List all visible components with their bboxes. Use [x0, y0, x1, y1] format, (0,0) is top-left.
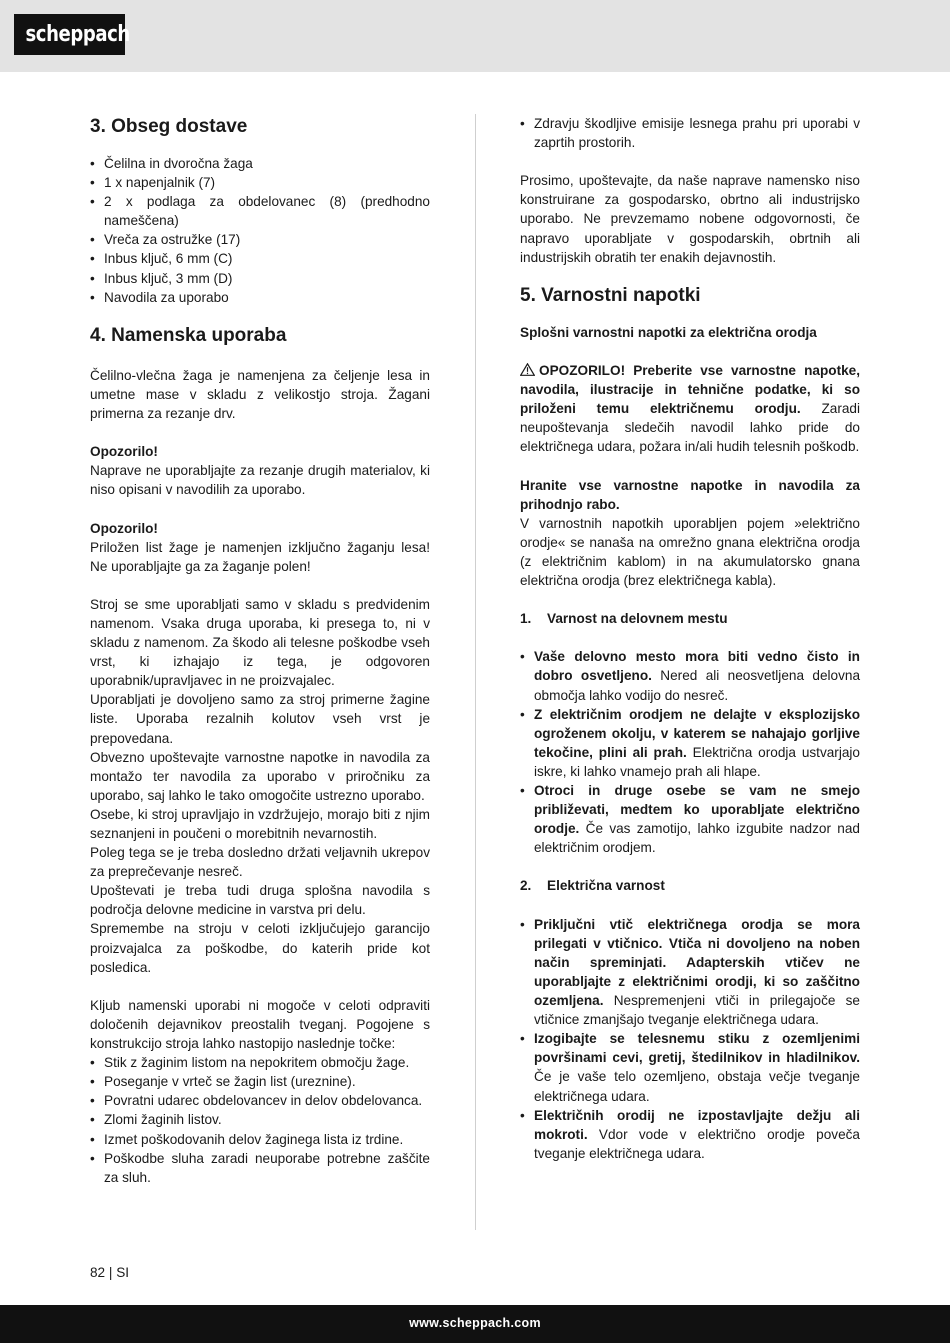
list-item: • Inbus ključ, 6 mm (C) — [90, 249, 430, 268]
warning-paragraph — [520, 361, 860, 456]
electrical-safety-list — [520, 915, 860, 1163]
warning-triangle-icon — [520, 363, 535, 376]
list-item: • Z električnim orodjem ne delajte v eksplozijsko ogroženem okolju, v katerem se nahajajo gorljive tekočine, plini ali prah. Električna orodja ustvarjajo iskre, ki lahko vnamejo prah ali hlape. — [520, 705, 860, 781]
section-3-title: 3. Obseg dostave — [90, 116, 248, 137]
footer-band — [0, 1305, 950, 1343]
left-column — [90, 114, 430, 1187]
paragraph: Uporabljati je dovoljeno samo za stroj primerne žagine liste. Uporaba rezalnih kolutov vseh vrst je prepovedana. — [90, 692, 430, 746]
list-item: • Poškodbe sluha zaradi neuporabe potrebne zaščite za sluh. — [90, 1149, 430, 1187]
list-item: • 1 x napenjalnik (7) — [90, 173, 430, 192]
work-area-list — [520, 647, 860, 857]
website-url: www.scheppach.com — [409, 1316, 541, 1330]
page-number: 82 | SI — [90, 1265, 130, 1280]
list-item: • Inbus ključ, 3 mm (D) — [90, 269, 430, 288]
column-divider — [475, 114, 476, 1230]
keep-instructions-text: V varnostnih napotkih uporabljen pojem »električno orodje« se nanaša na omrežno gnana električna orodja (z električnim kablom) in na akumulatorsko gnana električna orodja (brez električnega kabla). — [520, 515, 860, 588]
list-item: • Stik z žaginim listom na nepokritem območju žage. — [90, 1053, 430, 1072]
usage-note-paragraph: Prosimo, upoštevajte, da naše naprave namensko niso konstruirane za gospodarsko, obrtno ali industrijsko uporabo. Ne prevzemamo nobene odgovornosti, če napravo uporabljate v gospodarskih, obrtnih ali industrijskih obratih ter enakih dejavnostih. — [520, 173, 860, 265]
paragraph: Obvezno upoštevajte varnostne napotke in navodila za montažo ter navodila za uporabo v priročniku za uporabo, saj lahko le tako omogočite ustrezno uporabo. — [90, 749, 430, 803]
general-safety-subtitle: Splošni varnostni napotki za električna orodja — [520, 324, 817, 340]
list-item: • Zdravju škodljive emisije lesnega prahu pri uporabi v zaprtih prostorih. — [520, 114, 860, 152]
paragraph: Poleg tega se je treba dosledno držati veljavnih ukrepov za preprečevanje nesreč. — [90, 845, 430, 880]
paragraph: Kljub namenski uporabi ni mogoče v celoti odpraviti določenih dejavnikov preostalih tveganj. Pogojene s konstrukcijo stroja lahko nastopijo naslednje točke: — [90, 997, 430, 1052]
warning-2-text: Priložen list žage je namenjen izključno žaganju lesa! Ne uporabljajte ga za žaganje polen! — [90, 539, 430, 574]
list-item: • Priključni vtič električnega orodja se mora prilegati v vtičnico. Vtiča ni dovoljeno na noben način spreminjati. Adapterskih vtičev ne uporabljajte z električnimi orodji, ki so zaščitno ozemljena. Nespremenjeni vtiči in prilegajoče se vtičnice zmanjšajo tveganje električnega udara. — [520, 915, 860, 1030]
list-item: • Izogibajte se telesnemu stiku z ozemljenimi površinami cevi, gretij, štedilnikov in hladilnikov. Če je vaše telo ozemljeno, obstaja večje tveganje električnega udara. — [520, 1029, 860, 1105]
paragraph: Upoštevati je treba tudi druga splošna navodila s področja delovne medicine in varstva pri delu. — [90, 883, 430, 918]
list-item: • Čelilna in dvoročna žaga — [90, 154, 430, 173]
header-band — [0, 0, 950, 72]
list-item: • Navodila za uporabo — [90, 288, 430, 307]
list-item: • Otroci in druge osebe se vam ne smejo približevati, medtem ko uporabljate električno orodje. Če vas zamotijo, lahko izgubite nadzor nad električnim orodjem. — [520, 781, 860, 857]
paragraph: Stroj se sme uporabljati samo v skladu s predvidenim namenom. Vsaka druga uporaba, ki presega to, ni v skladu z namenom. Za škodo ali telesne poškodbe vseh vrst, ki izhajajo iz tega, je odgovoren uporabnik/upravljavec in ne proizvajalec. — [90, 596, 430, 689]
residual-risk-list-continued — [520, 114, 860, 152]
list-item: • Izmet poškodovanih delov žaginega lista iz trdine. — [90, 1130, 430, 1149]
paragraph: Spremembe na stroju v celoti izključujejo garancijo proizvajalca za poškodbe, do katerih pride kot posledica. — [90, 921, 430, 975]
warning-1-text: Naprave ne uporabljajte za rezanje drugih materialov, ki niso opisani v navodilih za uporabo. — [90, 463, 430, 498]
heading-work-area-safety: 1. Varnost na delovnem mestu — [520, 611, 728, 627]
heading-electrical-safety: 2. Električna varnost — [520, 878, 665, 894]
intended-use-paragraph: Čelilno-vlečna žaga je namenjena za čeljenje lesa in umetne mase v skladu z velikostjo stroja. Žagani primerna za rezanje drv. — [90, 367, 430, 421]
delivery-list — [90, 154, 430, 307]
warning-1-title: Opozorilo! — [90, 444, 158, 460]
list-item: • Zlomi žaginih listov. — [90, 1110, 430, 1129]
residual-risk-list — [90, 1053, 430, 1187]
section-5-title: 5. Varnostni napotki — [520, 284, 701, 306]
scheppach-logo: scheppach — [14, 14, 125, 55]
list-item: • Poseganje v vrteč se žagin list (ureznine). — [90, 1072, 430, 1091]
keep-instructions-title: Hranite vse varnostne napotke in navodila za prihodnjo rabo. — [520, 477, 860, 512]
list-item: • Električnih orodij ne izpostavljajte dežju ali mokroti. Vdor vode v električno orodje poveča tveganje električnega udara. — [520, 1106, 860, 1163]
warning-2-title: Opozorilo! — [90, 520, 158, 536]
section-4-title: 4. Namenska uporaba — [90, 324, 287, 346]
right-column — [520, 114, 860, 1163]
warning-text: Zaradi neupoštevanja sledečih navodil lahko pride do električnega udara, požara in/ali hudih telesnih poškodb. — [520, 401, 860, 455]
list-item: • Povratni udarec obdelovancev in delov obdelovanca. — [90, 1091, 430, 1110]
paragraph: Osebe, ki stroj upravljajo in vzdržujejo, morajo biti z njim seznanjeni in poučeni o morebitnih nevarnostih. — [90, 806, 430, 841]
list-item: • 2 x podlaga za obdelovanec (8) (predhodno nameščena) — [90, 192, 430, 230]
warning-bold-text: OPOZORILO! Preberite vse varnostne napotke, navodila, ilustracije in tehnične podatke, ki so priloženi temu električnemu orodju. — [520, 362, 860, 417]
list-item: • Vreča za ostružke (17) — [90, 230, 430, 249]
list-item: • Vaše delovno mesto mora biti vedno čisto in dobro osvetljeno. Nered ali neosvetljena delovna območja lahko vodijo do nesreč. — [520, 647, 860, 704]
